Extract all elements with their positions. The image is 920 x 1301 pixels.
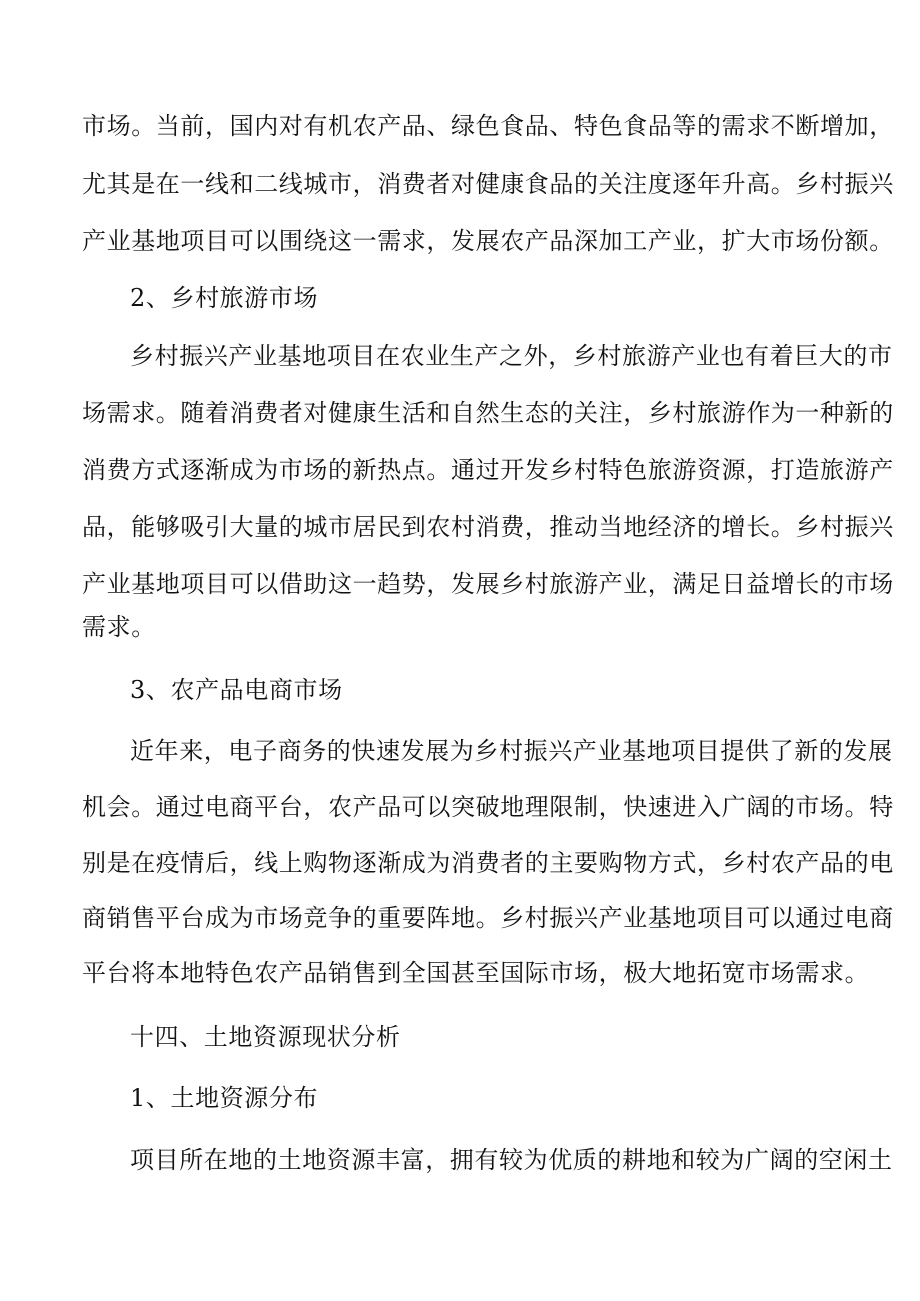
paragraph-line: 产业基地项目可以借助这一趋势，发展乡村旅游产业，满足日益增长的市场 (82, 570, 894, 598)
paragraph-line: 商销售平台成为市场竞争的重要阵地。乡村振兴产业基地项目可以通过电商 (82, 904, 894, 932)
paragraph-line: 近年来，电子商务的快速发展为乡村振兴产业基地项目提供了新的发展 (130, 737, 893, 765)
paragraph-line: 平台将本地特色农产品销售到全国甚至国际市场，极大地拓宽市场需求。 (82, 959, 870, 987)
paragraph-line: 市场。当前，国内对有机农产品、绿色食品、特色食品等的需求不断增加， (82, 112, 894, 140)
paragraph-line: 场需求。随着消费者对健康生活和自然生态的关注，乡村旅游作为一种新的 (82, 399, 894, 427)
paragraph-line: 消费方式逐渐成为市场的新热点。通过开发乡村特色旅游资源，打造旅游产 (82, 456, 894, 484)
section-heading: 3、农产品电商市场 (130, 676, 343, 704)
paragraph-line: 别是在疫情后，线上购物逐渐成为消费者的主要购物方式，乡村农产品的电 (82, 849, 894, 877)
paragraph-line: 需求。 (82, 613, 156, 641)
paragraph-line: 乡村振兴产业基地项目在农业生产之外，乡村旅游产业也有着巨大的市 (130, 342, 893, 370)
section-heading: 1、土地资源分布 (130, 1084, 319, 1112)
chapter-heading: 十四、土地资源现状分析 (130, 1023, 401, 1051)
paragraph-line: 产业基地项目可以围绕这一需求，发展农产品深加工产业，扩大市场份额。 (82, 227, 894, 255)
paragraph-line: 项目所在地的土地资源丰富，拥有较为优质的耕地和较为广阔的空闲土 (130, 1146, 893, 1174)
paragraph-line: 机会。通过电商平台，农产品可以突破地理限制，快速进入广阔的市场。特 (82, 793, 894, 821)
paragraph-line: 尤其是在一线和二线城市，消费者对健康食品的关注度逐年升高。乡村振兴 (82, 170, 894, 198)
section-heading: 2、乡村旅游市场 (130, 284, 319, 312)
paragraph-line: 品，能够吸引大量的城市居民到农村消费，推动当地经济的增长。乡村振兴 (82, 513, 894, 541)
